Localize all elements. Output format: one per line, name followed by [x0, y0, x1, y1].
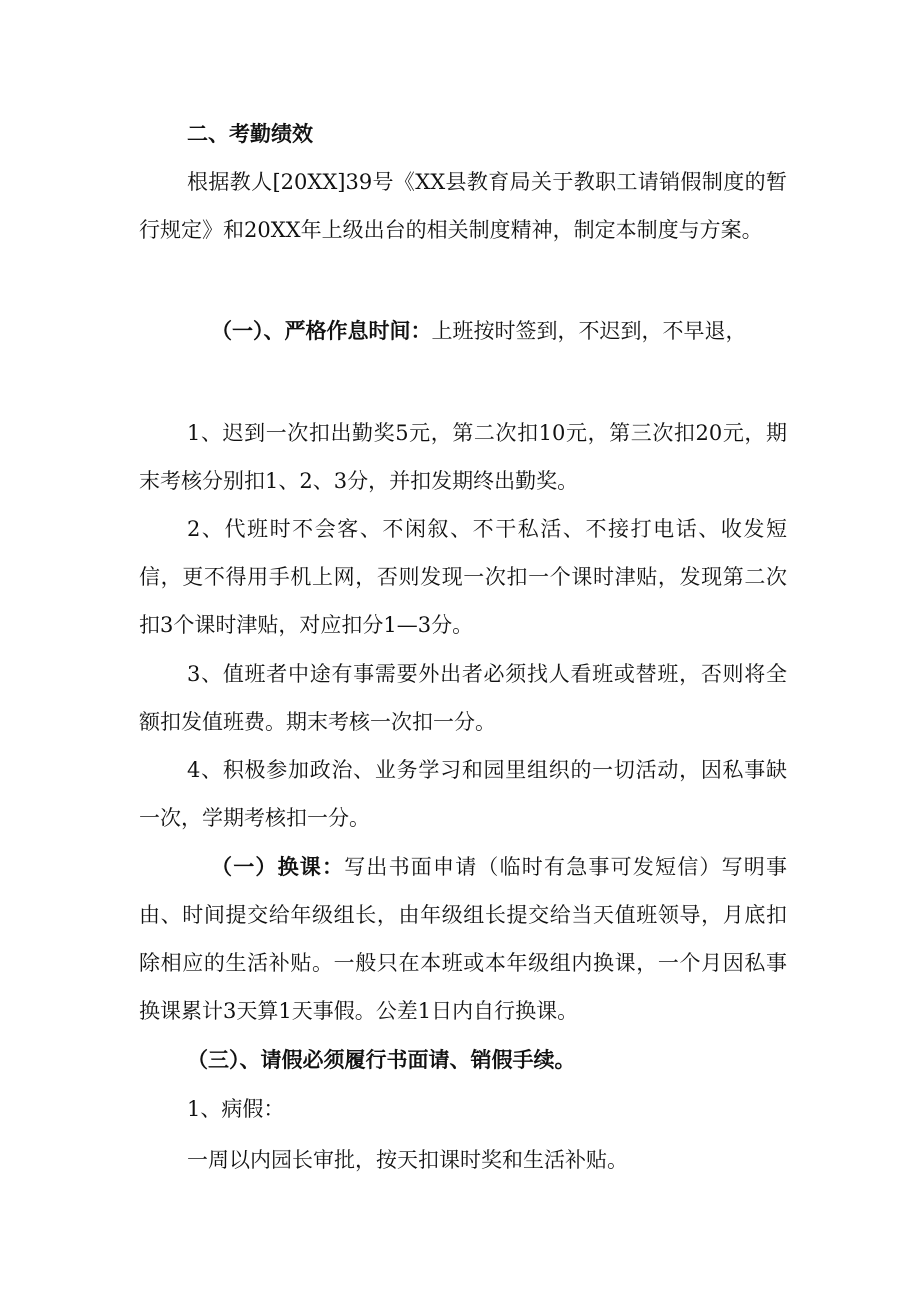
- sick-leave-label: 1、病假：: [187, 1097, 285, 1121]
- item1-body: 上班按时签到，不迟到，不早退，: [431, 319, 747, 343]
- item2-paragraph: [139, 843, 787, 1035]
- item1-title: （一）、严格作息时间：: [211, 318, 432, 343]
- rule3-paragraph: 3、值班者中途有事需要外出者必须找人看班或替班，否则将全额扣发值班费。期末考核一次扣一分。: [139, 662, 787, 734]
- intro-paragraph: 根据教人[20XX]39号《XX县教育局关于教职工请销假制度的暂行规定》和20XX年上级出台的相关制度精神，制定本制度与方案。: [139, 170, 787, 242]
- item2-title: （一）换课：: [211, 854, 345, 879]
- sick-leave-rule: 一周以内园长审批，按天扣课时奖和生活补贴。: [187, 1148, 628, 1172]
- rule1-paragraph: 1、迟到一次扣出勤奖5元，第二次扣10元，第三次扣20元，期末考核分别扣1、2、3分，并扣发期终出勤奖。: [139, 421, 787, 493]
- rule4-paragraph: 4、积极参加政治、业务学习和园里组织的一切活动，因私事缺一次，学期考核扣一分。: [139, 758, 787, 830]
- item2-body: 写出书面申请（临时有急事可发短信）写明事由、时间提交给年级组长，由年级组长提交给当天值班领导，月底扣除相应的生活补贴。一般只在本班或本年级组内换课，一个月因私事换课累计3天算1天事假。公差1日内自行换课。: [139, 855, 788, 1023]
- item3-paragraph: （三）、请假必须履行书面请、销假手续。: [187, 1047, 576, 1072]
- item1-paragraph: [139, 307, 787, 355]
- rule2-paragraph: 2、代班时不会客、不闲叙、不干私活、不接打电话、收发短信，更不得用手机上网，否则发现一次扣一个课时津贴，发现第二次扣3个课时津贴，对应扣分1—3分。: [139, 517, 787, 637]
- section-heading: 二、考勤绩效: [187, 121, 313, 146]
